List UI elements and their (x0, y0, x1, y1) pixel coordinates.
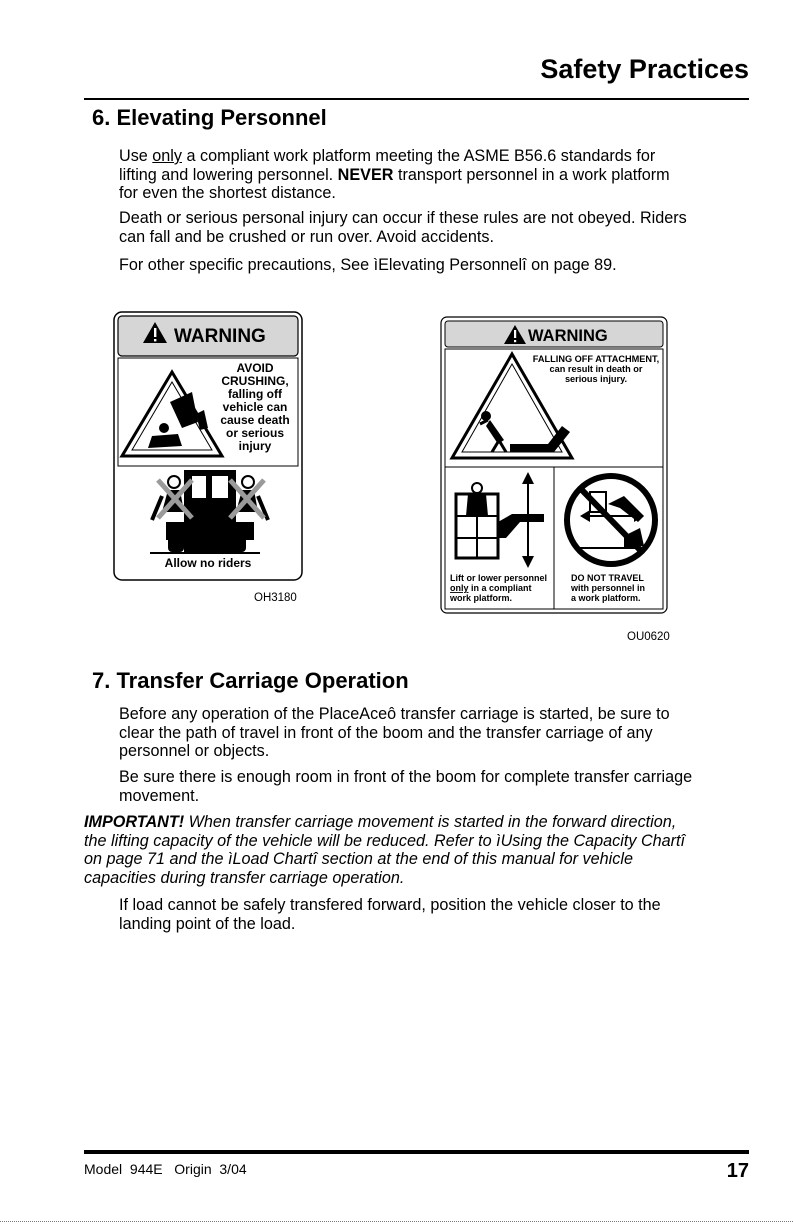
figure-code-oh3180: OH3180 (254, 592, 297, 604)
text: a compliant work platform meeting the ASME B56.6 standards for (182, 147, 656, 165)
figure-code-ou0620: OU0620 (627, 631, 670, 643)
section-6-paragraph-2 (119, 209, 769, 246)
decal-1-text-line: or serious (225, 426, 285, 440)
decal-1-text-line: AVOID (236, 361, 274, 375)
page-header-title: Safety Practices (540, 54, 749, 84)
text: on page 71 and the ìLoad Chartî section at the end of this manual for vehicle (84, 850, 633, 868)
text: lifting and lowering personnel. (119, 165, 338, 184)
text: If load cannot be safely transfered forward, position the vehicle closer to the (119, 896, 661, 914)
decal-1-warning-word: WARNING (174, 326, 266, 347)
no-travel-icon (567, 476, 655, 564)
text: can fall and be crushed or run over. Avoid accidents. (119, 227, 494, 246)
page-number: 17 (726, 1160, 749, 1182)
emphasis-only: only (152, 147, 182, 165)
section-7-paragraph-1 (119, 705, 769, 761)
header-rule (84, 98, 749, 100)
decal-1-text-line: cause death (220, 413, 290, 427)
emphasis-never: NEVER (337, 165, 394, 184)
section-6-heading: 6. Elevating Personnel (92, 105, 327, 130)
text: For other specific precautions, See ìElevating Personnelî on page 89. (119, 256, 617, 274)
decal-2-right-caption: a work platform. (571, 593, 641, 603)
decal-1-text-line: CRUSHING, (221, 374, 289, 388)
decal-2-text-line: FALLING OFF ATTACHMENT, (532, 354, 660, 364)
section-7-paragraph-3 (119, 896, 769, 933)
text: Death or serious personal injury can occur if these rules are not obeyed. Riders (119, 209, 687, 227)
text: for even the shortest distance. (119, 184, 336, 202)
important-label: IMPORTANT! (84, 813, 185, 831)
text: transport personnel in a work platform (393, 165, 670, 184)
footer-rule (84, 1150, 749, 1154)
warning-decal-platform (440, 316, 668, 614)
text: capacities during transfer carriage operation. (84, 868, 405, 887)
text: landing point of the load. (119, 914, 296, 933)
section-6-paragraph-3 (119, 256, 769, 275)
decal-2-left-caption: only in a compliant (450, 583, 532, 593)
section-7-paragraph-2 (119, 768, 779, 805)
text: the lifting capacity of the vehicle will be reduced. Refer to ìUsing the Capacity Chartî (84, 831, 686, 850)
text: movement. (119, 786, 200, 805)
text: Be sure there is enough room in front of the boom for complete transfer carriage (119, 768, 693, 786)
footer-model-info: Model 944E Origin 3/04 (84, 1161, 247, 1177)
decal-1-caption: Allow no riders (164, 556, 252, 570)
decal-2-left-caption: Lift or lower personnel (450, 573, 548, 583)
text: Use (119, 147, 153, 165)
warning-decal-riders (112, 310, 304, 582)
decal-1-text-line: falling off (228, 387, 282, 401)
text: When transfer carriage movement is started in the forward direction, (184, 813, 677, 831)
section-7-heading: 7. Transfer Carriage Operation (92, 668, 409, 693)
decal-2-right-caption: with personnel in (571, 583, 646, 593)
decal-2-left-caption: work platform. (450, 593, 513, 603)
important-note (84, 813, 774, 887)
text: personnel or objects. (119, 742, 270, 760)
text: clear the path of travel in front of the boom and the transfer carriage of any (119, 723, 653, 742)
decal-2-warning-word: WARNING (528, 327, 608, 345)
decal-2-text-line: can result in death or (549, 364, 643, 374)
decal-2-text-line: serious injury. (564, 374, 628, 384)
page-edge-divider (0, 1221, 793, 1222)
decal-2-right-caption: DO NOT TRAVEL (571, 573, 644, 583)
decal-1-text-line: vehicle can (222, 400, 288, 414)
decal-1-text-line: injury (238, 439, 272, 453)
section-6-paragraph-1 (119, 147, 759, 203)
text: Before any operation of the PlaceAceô transfer carriage is started, be sure to (119, 705, 670, 723)
